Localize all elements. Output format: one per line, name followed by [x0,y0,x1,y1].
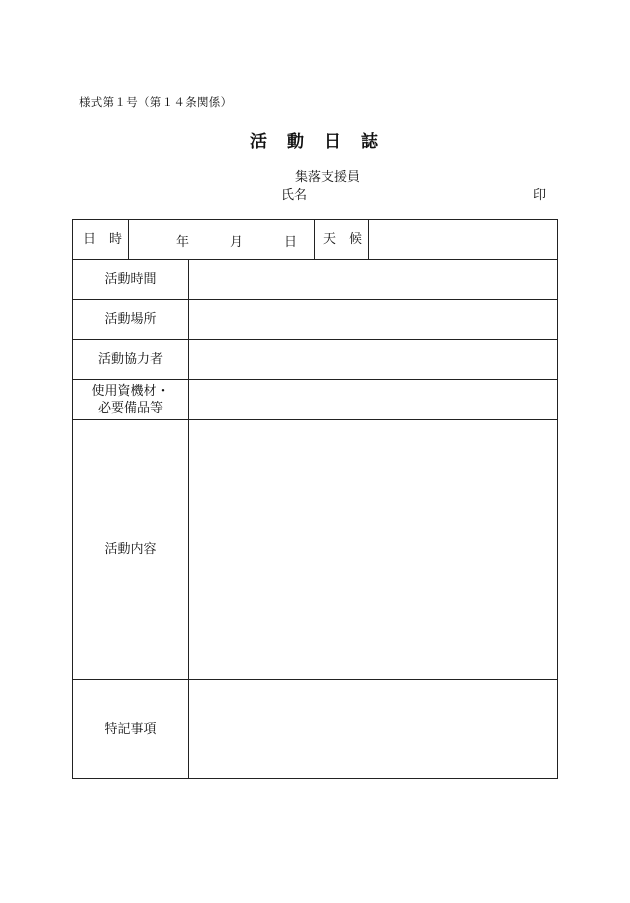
title-char: 活 [250,132,269,152]
activity-time-field[interactable] [189,260,558,300]
equipment-label-line: 必要備品等 [97,400,163,416]
special-notes-row [73,680,558,779]
special-notes-field[interactable] [189,680,558,779]
activity-time-label: 活動時間 [73,260,189,300]
signature-role: 集落支援員 [295,170,361,185]
weather-field[interactable] [369,220,558,260]
title-char: 動 [287,132,306,152]
equipment-field[interactable] [189,380,558,420]
activity-content-row [73,420,558,680]
signature-name-label: 氏名 [281,188,308,203]
title-char: 誌 [361,132,380,152]
equipment-label-line: 使用資機材・ [91,383,170,399]
form-number: 様式第１号（第１４条関係） [79,95,233,109]
year-unit: 年 [176,235,190,250]
date-row [73,220,558,260]
date-label-char: 時 [109,232,123,247]
equipment-row [73,380,558,420]
activity-content-label: 活動内容 [73,420,189,680]
document-title [0,127,630,152]
signature-seal-label: 印 [533,188,547,203]
activity-time-row [73,260,558,300]
activity-content-field[interactable] [189,420,558,680]
activity-place-label: 活動場所 [73,300,189,340]
activity-place-field[interactable] [189,300,558,340]
activity-place-row [73,300,558,340]
activity-partners-field[interactable] [189,340,558,380]
weather-label-char: 天 [323,232,337,247]
equipment-label [73,380,189,420]
weather-label-char: 候 [349,232,363,247]
title-char: 日 [324,132,343,152]
date-label-char: 日 [83,232,97,247]
activity-log-table [72,219,558,779]
month-unit: 月 [230,235,244,250]
activity-partners-row [73,340,558,380]
day-unit: 日 [284,235,298,250]
activity-partners-label: 活動協力者 [73,340,189,380]
weather-label [315,220,369,260]
date-label [73,220,129,260]
special-notes-label: 特記事項 [73,680,189,779]
date-field[interactable] [129,220,315,260]
